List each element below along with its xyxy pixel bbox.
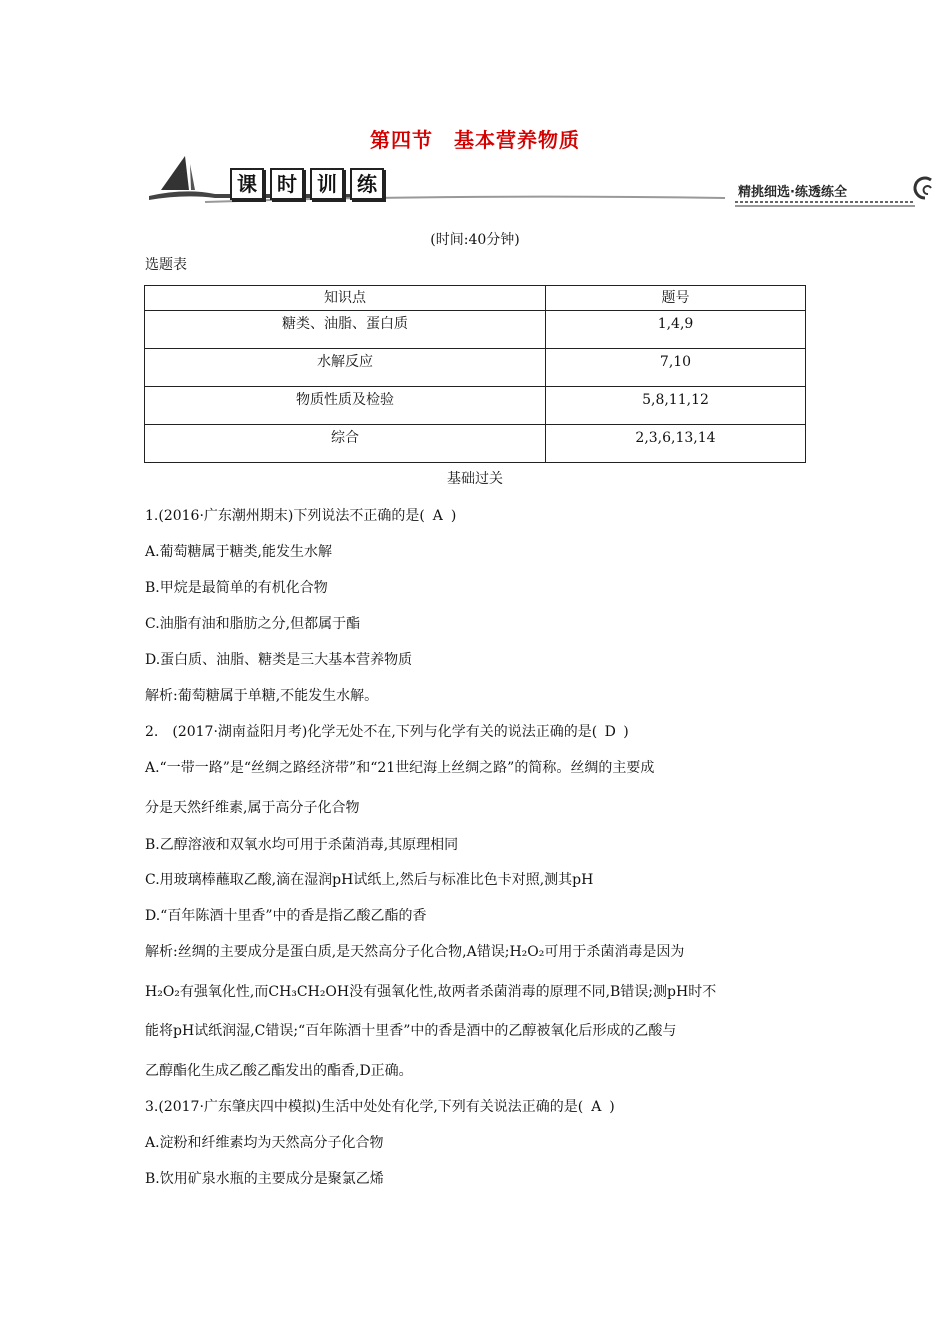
analysis-line: 解析:葡萄糖属于单糖,不能发生水解。 — [145, 688, 379, 704]
question-selection-table — [144, 285, 806, 463]
answer-label: D — [604, 724, 616, 740]
banner-char: 训 — [310, 168, 344, 200]
section-title: 基础过关 — [447, 471, 503, 487]
analysis-line: 解析:丝绸的主要成分是蛋白质,是天然高分子化合物,A错误;H₂O₂可用于杀菌消毒是因为 — [145, 944, 685, 960]
banner-char: 时 — [270, 168, 304, 200]
time-note: (时间:40分钟) — [430, 232, 520, 248]
question-stem: 2. (2017·湖南益阳月考)化学无处不在,下列与化学有关的说法正确的是( D ) — [145, 724, 629, 740]
option-line: B.甲烷是最简单的有机化合物 — [145, 580, 328, 596]
table-cell: 综合 — [145, 425, 546, 463]
option-line: B.饮用矿泉水瓶的主要成分是聚氯乙烯 — [145, 1171, 384, 1187]
answer-label: A — [591, 1099, 602, 1115]
option-line: D.蛋白质、油脂、糖类是三大基本营养物质 — [145, 652, 413, 668]
table-cell: 水解反应 — [145, 349, 546, 387]
table-header: 知识点 — [145, 286, 546, 311]
page-title: 第四节 基本营养物质 — [370, 128, 580, 152]
table-header-row — [145, 286, 806, 311]
banner-slogan: 精挑细选·练透练全 — [738, 185, 847, 200]
table-row — [145, 349, 806, 387]
banner-char: 练 — [350, 168, 384, 200]
option-line: C.用玻璃棒蘸取乙酸,滴在湿润pH试纸上,然后与标准比色卡对照,测其pH — [145, 872, 594, 888]
table-cell: 物质性质及检验 — [145, 387, 546, 425]
table-row — [145, 425, 806, 463]
question-stem: 3.(2017·广东肇庆四中模拟)生活中处处有化学,下列有关说法正确的是( A ) — [145, 1099, 615, 1115]
table-caption: 选题表 — [145, 257, 187, 273]
table-row — [145, 311, 806, 349]
analysis-line: 乙醇酯化生成乙酸乙酯发出的酯香,D正确。 — [145, 1063, 413, 1079]
table-cell: 5,8,11,12 — [546, 387, 806, 425]
option-line: A.淀粉和纤维素均为天然高分子化合物 — [145, 1135, 384, 1151]
table-header: 题号 — [546, 286, 806, 311]
table-cell: 糖类、油脂、蛋白质 — [145, 311, 546, 349]
analysis-line: H₂O₂有强氧化性,而CH₃CH₂OH没有强氧化性,故两者杀菌消毒的原理不同,B错误;测pH时不 — [145, 984, 717, 1000]
option-line: D.“百年陈酒十里香”中的香是指乙酸乙酯的香 — [145, 908, 427, 924]
option-line: A.“一带一路”是“丝绸之路经济带”和“21世纪海上丝绸之路”的简称。丝绸的主要成 — [145, 760, 655, 776]
swirl-icon — [915, 178, 931, 198]
banner-char: 课 — [230, 168, 264, 200]
option-line: C.油脂有油和脂肪之分,但都属于酯 — [145, 616, 361, 632]
option-line: A.葡萄糖属于糖类,能发生水解 — [145, 544, 333, 560]
table-row — [145, 387, 806, 425]
question-stem: 1.(2016·广东潮州期末)下列说法不正确的是( A ) — [145, 508, 457, 524]
table-cell: 7,10 — [546, 349, 806, 387]
analysis-line: 能将pH试纸润湿,C错误;“百年陈酒十里香”中的香是酒中的乙醇被氧化后形成的乙酸与 — [145, 1023, 677, 1039]
option-line: 分是天然纤维素,属于高分子化合物 — [145, 800, 360, 816]
answer-label: A — [432, 508, 443, 524]
table-cell: 1,4,9 — [546, 311, 806, 349]
option-line: B.乙醇溶液和双氧水均可用于杀菌消毒,其原理相同 — [145, 837, 459, 853]
table-cell: 2,3,6,13,14 — [546, 425, 806, 463]
